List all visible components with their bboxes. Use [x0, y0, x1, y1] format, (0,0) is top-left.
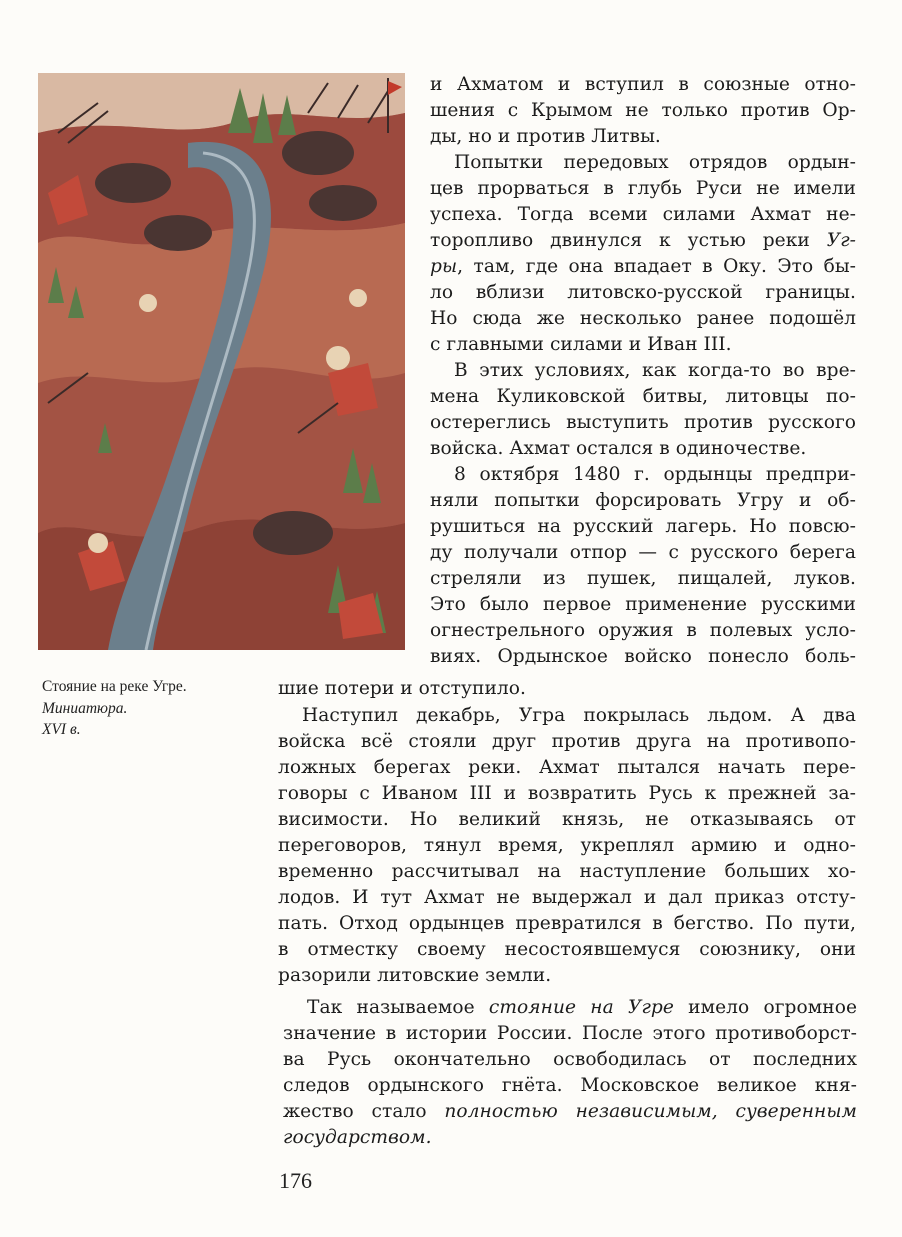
text-line: лодов. И тут Ахмат не выдержал и дал приказ отсту-: [278, 887, 856, 908]
text-line: ды, но и против Литвы.: [430, 126, 661, 147]
text-line: и Ахматом и вступил в союзные отно-: [430, 74, 856, 95]
text-line: ло вблизи литовско-русской границы.: [430, 282, 856, 303]
text-line: Наступил декабрь, Угра покрылась льдом. А два: [302, 705, 856, 726]
text-line: цев прорваться в глубь Руси не имели: [430, 178, 856, 199]
text-line: значение в истории России. После этого противоборст-: [283, 1023, 857, 1044]
text-line: рушиться на русский лагерь. Но повсю-: [430, 516, 856, 537]
text-line: Это было первое применение русскими: [430, 594, 856, 615]
battle-scene-picture: [38, 73, 405, 650]
caption-type: Миниатюра.: [42, 699, 128, 717]
figure-caption: [42, 676, 242, 741]
text-line: няли попытки форсировать Угру и об-: [430, 490, 856, 511]
text-line: шения с Крымом не только против Ор-: [430, 100, 856, 121]
text-line: В этих условиях, как когда-то во вре-: [454, 360, 856, 381]
text-line: переговоров, тянул время, укреплял армию и одно-: [278, 835, 856, 856]
text-line: в отместку своему несостоявшемуся союзнику, они: [278, 939, 856, 960]
text-line: временно рассчитывал на наступление больших хо-: [278, 861, 856, 882]
text-line: ва Русь окончательно освободилась от последних: [283, 1049, 857, 1070]
text-line: шие потери и отступило.: [278, 678, 526, 699]
miniature-illustration: [38, 73, 405, 650]
caption-date: XVI в.: [42, 721, 81, 738]
text-line: пать. Отход ордынцев превратился в бегство. По пути,: [278, 913, 856, 934]
text-line: стреляли из пушек, пищалей, луков.: [430, 568, 856, 589]
text-line: с главными силами и Иван III.: [430, 334, 732, 355]
text-line: государством.: [283, 1127, 432, 1148]
text-line: Так называемое стояние на Угре имело огромное: [307, 997, 858, 1018]
text-line: ры, там, где она впадает в Оку. Это бы-: [430, 256, 856, 277]
text-line: успеха. Тогда всеми силами Ахмат не-: [430, 204, 856, 225]
text-line: виях. Ордынское войско понесло боль-: [430, 646, 856, 667]
text-line: говоры с Иваном III и возвратить Русь к прежней за-: [278, 783, 856, 804]
text-line: висимости. Но великий князь, не отказываясь от: [278, 809, 856, 830]
text-line: войска всё стояли друг против друга на противопо-: [278, 731, 856, 752]
text-line: 8 октября 1480 г. ордынцы предпри-: [454, 464, 856, 485]
caption-title: Стояние на реке Угре.: [42, 678, 187, 695]
text-line: разорили литовские земли.: [278, 965, 552, 986]
text-line: войска. Ахмат остался в одиночестве.: [430, 438, 807, 459]
text-line: огнестрельного оружия в полевых усло-: [430, 620, 856, 641]
page-number: 176: [279, 1168, 312, 1193]
text-line: ду получали отпор — с русского берега: [430, 542, 856, 563]
text-line: остереглись выступить против русского: [430, 412, 856, 433]
text-line: Попытки передовых отрядов ордын-: [454, 152, 856, 173]
text-line: торопливо двинулся к устью реки Уг-: [430, 230, 856, 251]
text-line: мена Куликовской битвы, литовцы по-: [430, 386, 856, 407]
text-line: ложных берегах реки. Ахмат пытался начать пере-: [278, 757, 856, 778]
text-line: жество стало полностью независимым, суверенным: [283, 1101, 857, 1122]
text-line: Но сюда же несколько ранее подошёл: [430, 308, 856, 329]
text-line: следов ордынского гнёта. Московское великое кня-: [283, 1075, 857, 1096]
